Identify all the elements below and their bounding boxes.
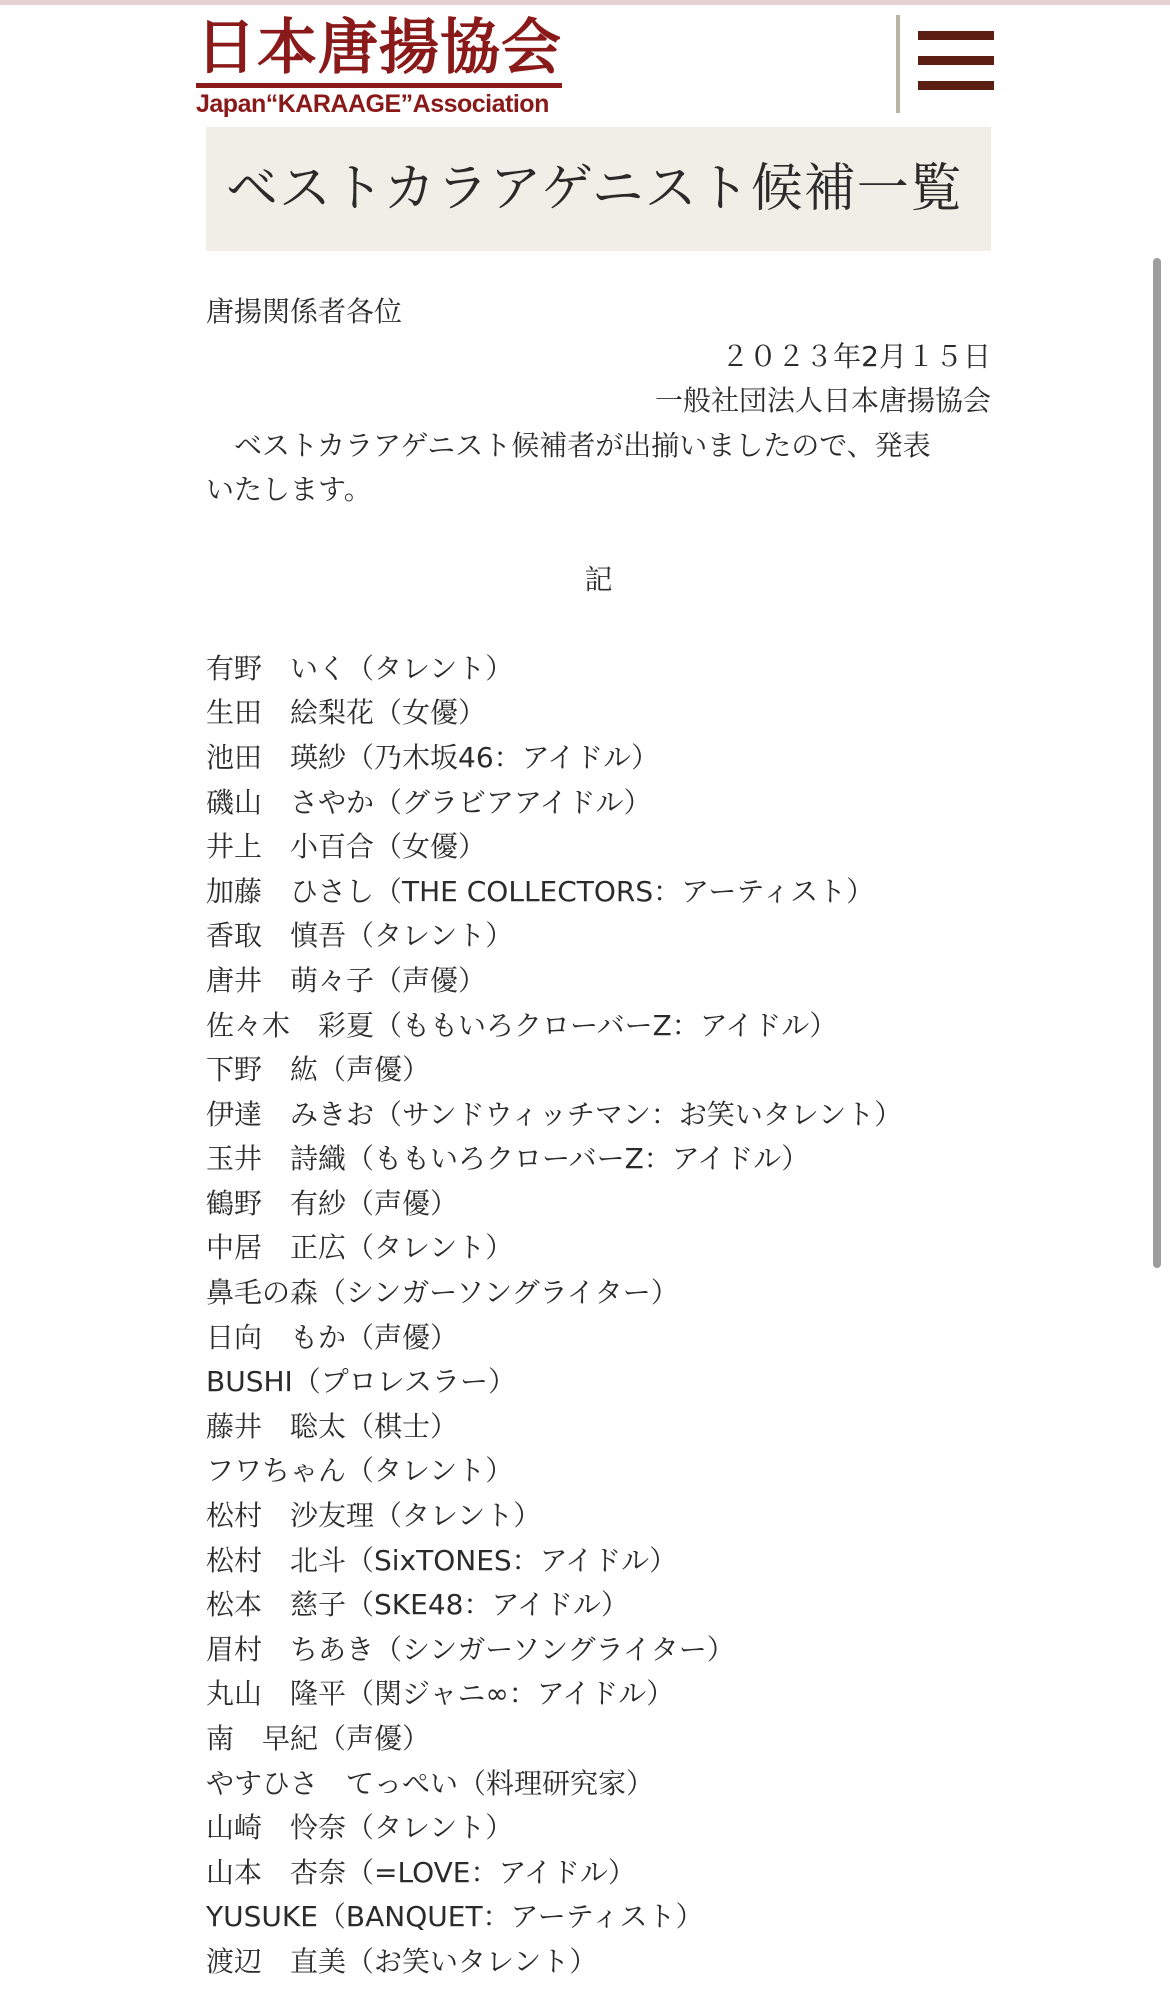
candidate-item: 玉井 詩織（ももいろクローバーZ：アイドル） (206, 1142, 810, 1176)
logo-english-text: Japan“KARAAGE”Association (196, 90, 549, 118)
notice-date: ２０２３年2月１５日 (721, 339, 991, 373)
notice-body-line-1: ベストカラアゲニスト候補者が出揃いましたので、発表 (234, 428, 931, 462)
candidate-item: 生田 絵梨花（女優） (206, 696, 487, 730)
menu-bar (918, 81, 994, 90)
candidate-item: 井上 小百合（女優） (206, 830, 487, 864)
scrollbar[interactable] (1153, 258, 1161, 1268)
site-header (0, 5, 1170, 118)
logo-japanese-text: 日本唐揚協会 (196, 13, 562, 83)
page-title-box (206, 127, 991, 251)
candidate-item: 鼻毛の森（シンガーソングライター） (206, 1276, 679, 1310)
logo-underline (196, 83, 562, 88)
candidate-item: 南 早紀（声優） (206, 1722, 431, 1755)
hamburger-menu-icon[interactable] (918, 31, 996, 95)
candidate-item: BUSHI（プロレスラー） (206, 1365, 516, 1399)
notice-content (206, 290, 991, 1985)
menu-bar (918, 31, 994, 40)
candidate-list (206, 647, 991, 1985)
candidate-item: 松本 慈子（SKE48：アイドル） (206, 1588, 629, 1622)
candidate-item: 伊達 みきお（サンドウィッチマン：お笑いタレント） (206, 1097, 903, 1131)
candidate-item: 中居 正広（タレント） (206, 1231, 514, 1265)
site-logo[interactable] (196, 13, 566, 118)
candidate-item: YUSUKE（BANQUET：アーティスト） (206, 1900, 704, 1934)
candidate-item: 松村 沙友理（タレント） (206, 1499, 542, 1533)
candidate-item: 佐々木 彩夏（ももいろクローバーZ：アイドル） (206, 1008, 838, 1042)
candidate-item: 香取 慎吾（タレント） (206, 919, 514, 953)
menu-bar (918, 56, 994, 65)
candidate-item: 丸山 隆平（関ジャニ∞：アイドル） (206, 1677, 675, 1711)
spacer (206, 513, 991, 558)
candidate-item: やすひさ てっぺい（料理研究家） (206, 1766, 655, 1800)
issuer: 一般社団法人日本唐揚協会 (654, 384, 991, 418)
candidate-item: 眉村 ちあき（シンガーソングライター） (206, 1632, 735, 1666)
header-divider (896, 15, 900, 113)
candidate-item: 池田 瑛紗（乃木坂46：アイドル） (206, 740, 660, 774)
candidate-item: 下野 紘（声優） (206, 1053, 431, 1087)
spacer (206, 602, 991, 647)
candidate-item: 唐井 萌々子（声優） (206, 963, 487, 997)
candidate-item: 有野 いく（タレント） (206, 651, 514, 685)
candidate-item: 鶴野 有紗（声優） (206, 1186, 459, 1220)
addressee: 唐揚関係者各位 (206, 295, 403, 328)
candidate-item: 山崎 怜奈（タレント） (206, 1811, 514, 1845)
candidate-item: 藤井 聡太（棋士） (206, 1409, 459, 1443)
candidate-item: 日向 もか（声優） (206, 1320, 459, 1354)
candidate-item: フワちゃん（タレント） (206, 1454, 514, 1488)
candidate-item: 渡辺 直美（お笑いタレント） (206, 1944, 598, 1978)
ki-heading: 記 (584, 562, 613, 596)
page-title: ベストカラアゲニスト候補一覧 (226, 159, 963, 219)
candidate-item: 加藤 ひさし（THE COLLECTORS：アーティスト） (206, 874, 875, 908)
notice-body-line-2: いたします。 (206, 473, 372, 507)
candidate-item: 松村 北斗（SixTONES：アイドル） (206, 1543, 678, 1577)
candidate-item: 山本 杏奈（=LOVE：アイドル） (206, 1855, 636, 1889)
candidate-item: 磯山 さやか（グラビアアイドル） (206, 785, 652, 819)
